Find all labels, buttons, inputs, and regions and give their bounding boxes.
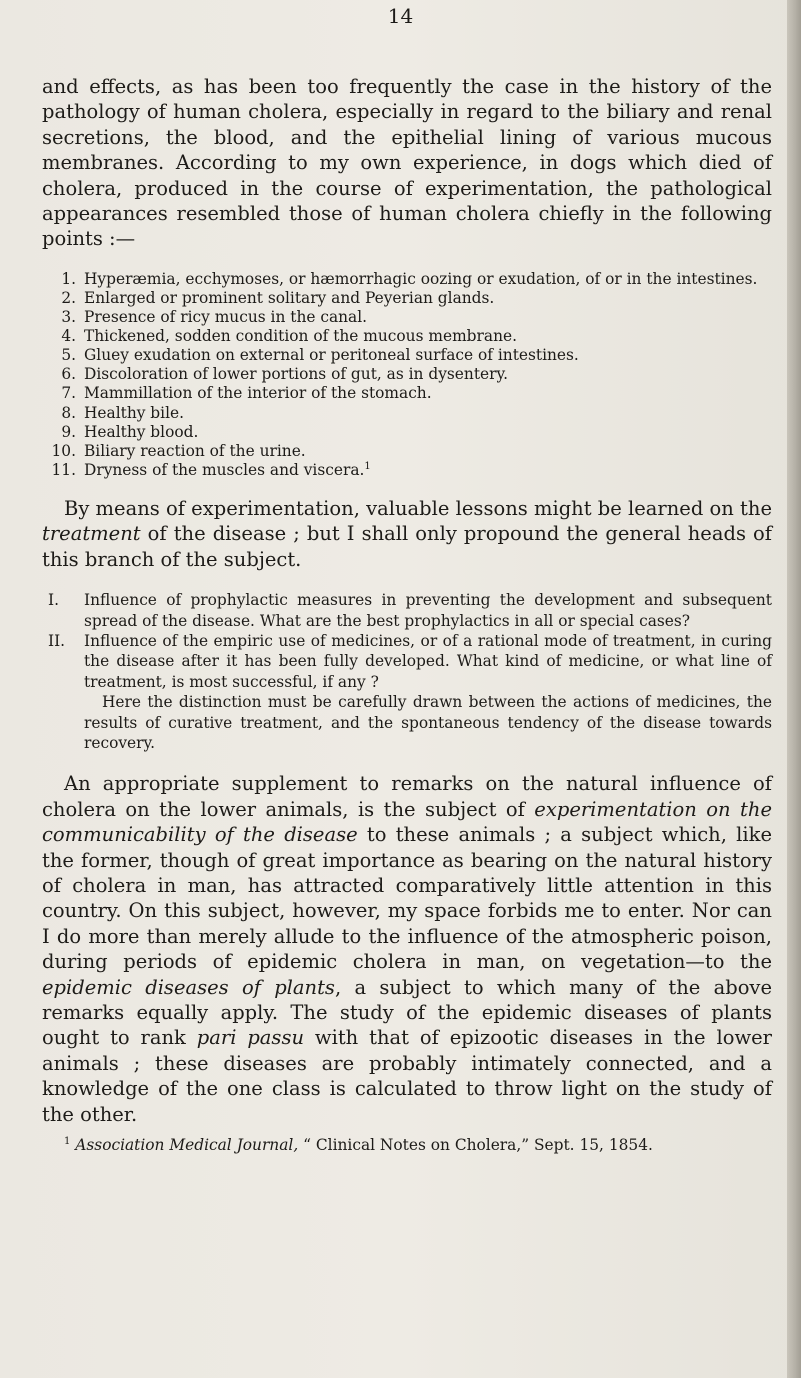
list-item-number: I.: [48, 591, 59, 610]
heads-note: Here the distinction must be carefully drawn between the actions of medicines, the results of curative treatment, and the spontaneous tendency of the disease towards recovery.: [84, 693, 772, 752]
text-run: with that of epizootic diseases in the lower animals ; these diseases are probably intimately connected, and a knowledge of the one class is calculated to throw light on the study of the other.: [42, 1026, 773, 1126]
list-item: [42, 346, 772, 365]
list-item-number: 11.: [51, 460, 76, 479]
list-item-text: Biliary reaction of the urine.: [84, 441, 306, 460]
text-run: By means of experimentation, valuable lessons might be learned on the: [64, 496, 772, 520]
list-item: [42, 327, 772, 346]
list-note-item: [42, 692, 772, 753]
list-item: [42, 289, 772, 308]
text-run: of the disease ; but I shall only propound the general heads of this branch of the subject.: [42, 522, 772, 571]
footnote-marker: 1: [364, 460, 371, 472]
list-item-text: Discoloration of lower portions of gut, as in dysentery.: [84, 365, 509, 384]
text-run: to these animals ; a subject which, like the former, though of great importance as bearing on the natural history of cholera in man, has attracted comparatively little attention in this country. On this subject, however, my space forbids me to enter. Nor can I do more than merely allude to the influence of the atmospheric poison, during periods of epidemic cholera in man, on vegetation—to the: [42, 823, 773, 974]
list-item: [42, 270, 772, 289]
list-item-text: Enlarged or prominent solitary and Peyerian glands.: [84, 288, 495, 307]
list-item: [42, 461, 772, 480]
footnote-text: “ Clinical Notes on Cholera,” Sept. 15, 1854.: [298, 1136, 653, 1155]
list-item-number: 7.: [61, 384, 76, 403]
list-item: [42, 384, 772, 403]
list-item-number: 1.: [61, 269, 76, 288]
list-item-number: 9.: [61, 422, 76, 441]
italic-term: pari passu: [196, 1026, 305, 1050]
list-item-text: Influence of prophylactic measures in preventing the development and subsequent spread of the disease. What are the best prophylactics in all or special cases?: [84, 591, 772, 630]
list-item-text: Thickened, sodden condition of the mucous membrane.: [84, 327, 517, 346]
list-item-text: Gluey exudation on external or peritoneal surface of intestines.: [84, 346, 579, 365]
italic-term: experimentation on the communicability of the disease: [42, 797, 772, 847]
footnote-journal: Association Medical Journal,: [75, 1136, 299, 1155]
opening-paragraph: and effects, as has been too frequently the case in the history of the pathology of human cholera, especially in regard to the biliary and renal secretions, the blood, and the epithelial lining of various mucous membranes. According to my own experience, in dogs which died of cholera, produced in the course of experimentation, the pathological appearances resembled those of human cholera chiefly in the following points :—: [42, 75, 772, 251]
list-item: [42, 308, 772, 327]
list-item-number: 6.: [61, 365, 76, 384]
footnote-number: 1: [64, 1135, 71, 1147]
list-item-number: 4.: [61, 327, 76, 346]
list-item: [42, 442, 772, 461]
page-number: 14: [387, 4, 414, 28]
list-item: [42, 404, 772, 423]
treatment-paragraph: [42, 496, 772, 572]
list-item-text: Mammillation of the interior of the stomach.: [84, 384, 432, 403]
closing-paragraph: [42, 771, 772, 1127]
list-item-number: 5.: [61, 346, 76, 365]
list-item-text: Healthy bile.: [84, 403, 185, 422]
list-item: [42, 631, 772, 692]
list-item-text: Influence of the empiric use of medicines, or of a rational mode of treatment, in curing the disease after it has been fully developed. What kind of medicine, or what line of treatment, is most successful, if any ?: [84, 631, 772, 691]
list-item-number: 2.: [61, 288, 76, 307]
list-item-text: Healthy blood.: [84, 422, 199, 441]
list-item-text: Dryness of the muscles and viscera.: [84, 460, 365, 479]
general-heads-list: [42, 590, 772, 753]
list-item: [42, 423, 772, 442]
list-item-number: 3.: [61, 308, 76, 327]
text-run: An appropriate supplement to remarks on the natural influence of cholera on the lower animals, is the subject of: [42, 772, 772, 821]
book-spine-edge: [787, 0, 801, 1378]
list-item: [42, 590, 772, 631]
list-item-text: Hyperæmia, ecchymoses, or hæmorrhagic oozing or exudation, of or in the intestines.: [84, 269, 758, 288]
italic-term: treatment: [42, 522, 141, 546]
page-body: [42, 74, 772, 1170]
list-item-number: 8.: [61, 403, 76, 422]
text-run: , a subject to which many of the above remarks equally apply. The study of the epidemic diseases of plants ought to rank: [42, 975, 772, 1050]
list-item-number: II.: [48, 631, 66, 650]
list-item: [42, 365, 772, 384]
list-item-text: Presence of ricy mucus in the canal.: [84, 308, 368, 327]
footnote: [42, 1135, 772, 1155]
italic-term: epidemic diseases of plants: [42, 975, 335, 999]
pathological-appearances-list: [42, 270, 772, 480]
list-item-number: 10.: [51, 441, 76, 460]
